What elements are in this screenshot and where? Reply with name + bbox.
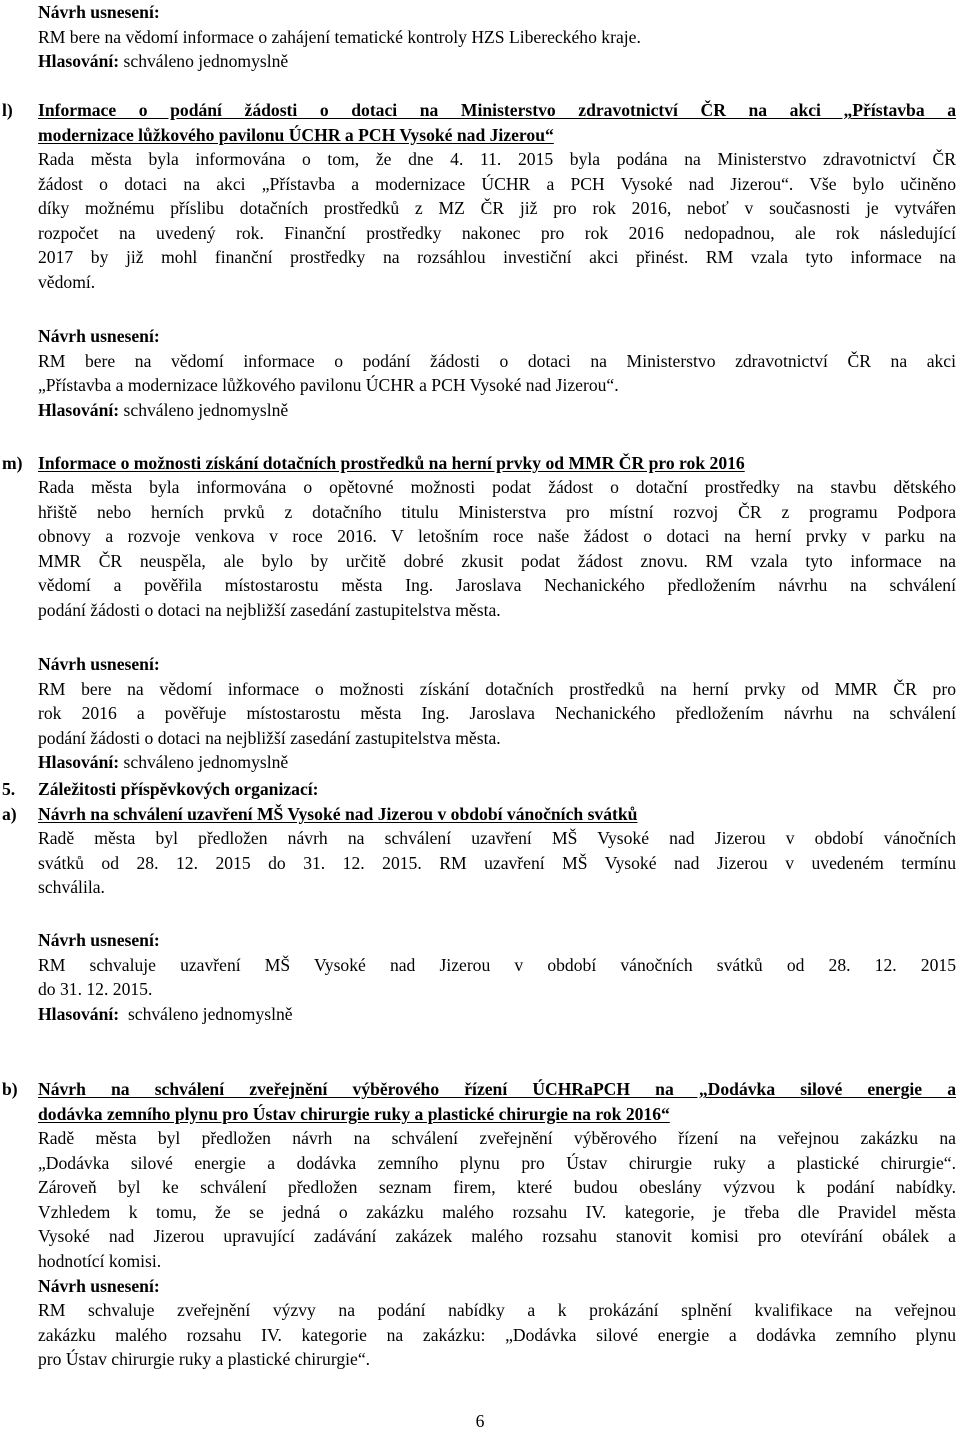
item-b-heading-line: Návrh na schválení zveřejnění výběrového řízení ÚCHRaPCH na „Dodávka silové energie a	[38, 1079, 956, 1099]
voting-result: schváleno jednomyslně	[127, 1003, 293, 1024]
voting-result: schváleno jednomyslně	[123, 399, 289, 420]
item-a-resolution	[38, 928, 956, 1026]
voting-result: schváleno jednomyslně	[123, 752, 289, 773]
top-resolution-block	[38, 0, 958, 74]
item-l-resolution-line: RM bere na vědomí informace o podání žádosti o dotaci na Ministerstvo zdravotnictví ČR na akci	[38, 350, 956, 371]
item-l-marker: l)	[2, 100, 13, 120]
item-b-marker: b)	[2, 1079, 18, 1099]
item-b-heading	[38, 1077, 956, 1126]
item-b-body-line: Radě města byl předložen návrh na schválení zveřejnění výběrového řízení na veřejnou zakázku na	[38, 1128, 956, 1148]
item-m-resolution-line: RM bere na vědomí informace o možnosti získání dotačních prostředků na herní prvky od MMR ČR pro	[38, 678, 956, 699]
voting-line	[38, 398, 956, 423]
item-m-body	[38, 475, 956, 623]
page-number: 6	[475, 1411, 485, 1431]
voting-label: Hlasování:	[38, 399, 120, 420]
item-b-resolution-line: pro Ústav chirurgie ruky a plastické chirurgie“.	[38, 1349, 371, 1370]
item-m-resolution-line: podání žádosti o dotaci na nejbližší zasedání zastupitelstva města.	[38, 727, 501, 748]
voting-line	[38, 750, 956, 775]
item-b-heading-line: dodávka zemního plynu pro Ústav chirurgie ruky a plastické chirurgie na rok 2016“	[38, 1103, 670, 1124]
item-m-body-line: vědomí a pověřila místostarostu města Ing. Jaroslava Nechanického předložením návrhu na schválení	[38, 575, 956, 596]
item-m-resolution	[38, 652, 956, 775]
item-l-resolution	[38, 324, 956, 422]
item-m-heading	[38, 451, 956, 476]
item-m-body-line: MMR ČR neuspěla, ale bylo by určitě dobré zkusit podat žádost znovu. RM vzala tyto informace na	[38, 550, 956, 571]
item-l-heading	[38, 98, 956, 147]
item-l-body-line: 2017 by již mohl finanční prostředky na rozsáhlou investiční akci přinést. RM vzala tyto informace na	[38, 247, 956, 268]
item-m-body-line: podání žádosti o dotaci na nejbližší zasedání zastupitelstva města.	[38, 599, 501, 620]
item-a-body-line: svátků od 28. 12. 2015 do 31. 12. 2015. RM uzavření MŠ Vysoké nad Jizerou v uvedeném termínu	[38, 852, 956, 873]
item-a-marker: a)	[2, 804, 17, 824]
item-m-heading-line: Informace o možnosti získání dotačních prostředků na herní prvky od MMR ČR pro rok 2016	[38, 453, 745, 473]
resolution-label: Návrh usnesení:	[38, 1275, 160, 1296]
item-l-body	[38, 147, 956, 295]
resolution-label: Návrh usnesení:	[38, 930, 160, 950]
item-a-body-line: schválila.	[38, 877, 105, 898]
item-a-resolution-line: do 31. 12. 2015.	[38, 979, 153, 1000]
item-a-heading	[38, 802, 956, 827]
item-b-resolution-line: RM schvaluje zveřejnění výzvy na podání nabídky a k prokázání splnění kvalifikace na veřejnou	[38, 1300, 956, 1321]
section-5-title: Záležitosti příspěvkových organizací:	[38, 779, 319, 799]
section-5-title-block	[38, 777, 956, 802]
resolution-text: RM bere na vědomí informace o zahájení tematické kontroly HZS Libereckého kraje.	[38, 26, 641, 47]
voting-result: schváleno jednomyslně	[123, 51, 289, 72]
item-a-body	[38, 826, 956, 900]
item-b-body	[38, 1126, 956, 1372]
item-m-resolution-line: rok 2016 a pověřuje místostarostu města Ing. Jaroslava Nechanického předložením návrhu na schválení	[38, 703, 956, 724]
voting-line	[38, 49, 958, 74]
item-l-body-line: díky možnému příslibu dotačních prostředků z MZ ČR již pro rok 2016, neboť v současnosti je vytvářen	[38, 198, 956, 219]
item-b-body-line: Vzhledem k tomu, že se jedná o zakázku malého rozsahu IV. kategorie, je třeba dle Pravidel města	[38, 1201, 956, 1222]
item-l-body-line: vědomí.	[38, 271, 96, 292]
item-b-resolution-line: zakázku malého rozsahu IV. kategorie na zakázku: „Dodávka silové energie a dodávka zemního plynu	[38, 1324, 956, 1345]
resolution-label: Návrh usnesení:	[38, 2, 160, 22]
item-l-body-line: žádost o dotaci na akci „Přístavba a modernizace ÚCHR a PCH Vysoké nad Jizerou“. Vše bylo učiněno	[38, 173, 956, 194]
voting-label: Hlasování:	[38, 752, 120, 773]
item-l-heading-line: Informace o podání žádosti o dotaci na Ministerstvo zdravotnictví ČR na akci „Přístavba a	[38, 100, 956, 120]
item-m-body-line: Rada města byla informována o opětovné možnosti podat žádost o dotační prostředky na stavbu dětského	[38, 477, 956, 497]
item-m-body-line: hřiště nebo herních prvků z dotačního titulu Ministerstva pro místní rozvoj ČR z programu Podpora	[38, 501, 956, 522]
section-5-marker: 5.	[2, 779, 16, 799]
item-b-body-line: „Dodávka silové energie a dodávka zemního plynu pro Ústav chirurgie ruky a plastické chirurgie“.	[38, 1152, 956, 1173]
item-a-heading-line: Návrh na schválení uzavření MŠ Vysoké nad Jizerou v období vánočních svátků	[38, 804, 638, 824]
voting-label: Hlasování:	[38, 51, 120, 72]
item-l-heading-line: modernizace lůžkového pavilonu ÚCHR a PCH Vysoké nad Jizerou“	[38, 124, 554, 145]
item-a-resolution-line: RM schvaluje uzavření MŠ Vysoké nad Jizerou v období vánočních svátků od 28. 12. 2015	[38, 954, 956, 975]
resolution-label: Návrh usnesení:	[38, 326, 160, 346]
item-b-body-line: Vysoké nad Jizerou upravující zadávání zakázek malého rozsahu stanovit komisi pro otevírání obálek a	[38, 1226, 956, 1247]
item-b-body-line: Zároveň byl ke schválení předložen seznam firem, které budou obeslány výzvou k podání nabídky.	[38, 1177, 956, 1198]
item-b-body-line: hodnotící komisi.	[38, 1250, 162, 1271]
resolution-label: Návrh usnesení:	[38, 654, 160, 674]
item-l-body-line: Rada města byla informována o tom, že dne 4. 11. 2015 byla podána na Ministerstvo zdravotnictví ČR	[38, 149, 956, 169]
item-l-resolution-line: „Přístavba a modernizace lůžkového pavilonu ÚCHR a PCH Vysoké nad Jizerou“.	[38, 375, 619, 396]
item-m-marker: m)	[2, 453, 23, 473]
voting-line	[38, 1002, 956, 1027]
item-m-body-line: obnovy a rozvoje venkova v roce 2016. V letošním roce naše žádost o dotaci na herní prvky v parku na	[38, 526, 956, 547]
item-l-body-line: rozpočet na uvedený rok. Finanční prostředky nakonec pro rok 2016 nedopadnou, ale rok následující	[38, 222, 956, 243]
item-a-body-line: Radě města byl předložen návrh na schválení uzavření MŠ Vysoké nad Jizerou v období vánočních	[38, 828, 956, 848]
voting-label: Hlasování:	[38, 1003, 120, 1024]
